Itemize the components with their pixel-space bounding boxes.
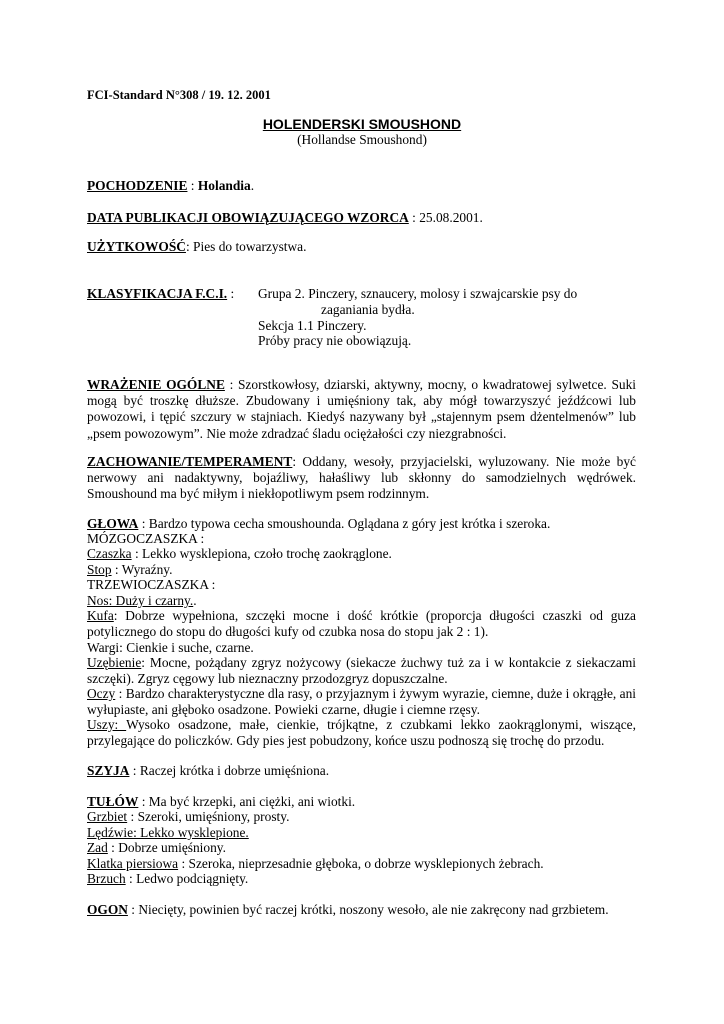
- classification-work-trial: Próby pracy nie obowiązują.: [258, 333, 412, 348]
- classification-group-cont: zaganiania bydła.: [321, 302, 415, 317]
- teeth-label: Uzębienie: [87, 655, 142, 670]
- classification-label-line: KLASYFIKACJA F.C.I. :: [87, 286, 235, 301]
- skull-label: Czaszka: [87, 546, 132, 561]
- utility-label: UŻYTKOWOŚĆ: [87, 239, 186, 254]
- chest-line: Klatka piersiowa : Szeroka, nieprzesadnie głęboka, o dobrze wysklepionych żebrach.: [87, 856, 544, 871]
- cranial-region-heading: MÓZGOCZASZKA :: [87, 531, 205, 546]
- eyes-label: Oczy: [87, 686, 116, 701]
- ears-label: Uszy:: [87, 717, 127, 732]
- skull-line: Czaszka : Lekko wysklepiona, czoło trochę zaokrąglone.: [87, 546, 392, 561]
- body-line: TUŁÓW : Ma być krzepki, ani ciężki, ani wiotki.: [87, 794, 356, 809]
- tail-label: OGON: [87, 902, 128, 917]
- classification-group: Grupa 2. Pinczery, sznaucery, molosy i szwajcarskie psy do: [258, 286, 578, 301]
- origin-line: POCHODZENIE : Holandia.: [87, 178, 255, 193]
- belly-line: Brzuch : Ledwo podciągnięty.: [87, 871, 249, 886]
- classification-section: Sekcja 1.1 Pinczery.: [258, 318, 367, 333]
- teeth-paragraph: Uzębienie: Mocne, pożądany zgryz nożycowy (siekacze żuchwy tuż za i w kontakcie z siekaczami szczęki). Zgryz cęgowy lub nieznaczny przodozgryz dopuszczalne.: [87, 655, 636, 687]
- general-appearance-paragraph: WRAŻENIE OGÓLNE : Szorstkowłosy, dziarski, aktywny, mocny, o kwadratowej sylwetce. Suki mogą być troszkę dłuższe. Zbudowany i umięśniony tak, aby mógł towarzyszyć jeźdźcowi lub powozowi, i tępić szczury w stajniach. Kiedyś nazywany był „stajennym psem dżentelmenów” lub „psem powozowym”. Nie może zdradzać śladu ociężałości czy niezgrabności.: [87, 377, 636, 441]
- stop-line: Stop : Wyraźny.: [87, 562, 173, 577]
- croup-line: Zad : Dobrze umięśniony.: [87, 840, 226, 855]
- belly-label: Brzuch: [87, 871, 126, 886]
- ears-paragraph: Uszy: Wysoko osadzone, małe, cienkie, trójkątne, z czubkami lekko zaokrąglonymi, wiszące, przylegające do policzków. Gdy pies jest pobudzony, końce uszu podnoszą się trochę do przodu.: [87, 717, 636, 749]
- behaviour-paragraph: ZACHOWANIE/TEMPERAMENT: Oddany, wesoły, przyjacielski, wyluzowany. Nie może być nerwowy ani nadaktywny, bojaźliwy, hałaśliwy lub skłonny do samodzielnych wędrówek. Smoushound ma być miłym i niekłopotliwym psem rodzinnym.: [87, 454, 636, 502]
- neck-line: SZYJA : Raczej krótka i dobrze umięśniona.: [87, 763, 330, 778]
- nose-label: Nos: Duży i czarny.: [87, 593, 194, 608]
- croup-label: Zad: [87, 840, 108, 855]
- neck-label: SZYJA: [87, 763, 130, 778]
- head-line: GŁOWA : Bardzo typowa cecha smoushounda. Oglądana z góry jest krótka i szeroka.: [87, 516, 551, 531]
- utility-line: [87, 239, 306, 255]
- origin-label: POCHODZENIE: [87, 178, 188, 193]
- utility-value: : Pies do towarzystwa.: [185, 239, 307, 254]
- publication-date: 25.08.2001.: [419, 210, 483, 225]
- behaviour-label: ZACHOWANIE/TEMPERAMENT: [87, 454, 293, 469]
- breed-subtitle: (Hollandse Smoushond): [297, 132, 427, 147]
- back-label: Grzbiet: [87, 809, 128, 824]
- tail-line: OGON : Niecięty, powinien być raczej krótki, noszony wesoło, ale nie zakręcony nad grzbietem.: [87, 902, 609, 917]
- body-label: TUŁÓW: [87, 794, 139, 809]
- general-appearance-label: WRAŻENIE OGÓLNE: [87, 377, 225, 392]
- publication-line: DATA PUBLIKACJI OBOWIĄZUJĄCEGO WZORCA : 25.08.2001.: [87, 210, 483, 225]
- breed-title: HOLENDERSKI SMOUSHOND: [262, 116, 462, 132]
- head-label: GŁOWA: [87, 516, 139, 531]
- classification-label: KLASYFIKACJA F.C.I.: [87, 286, 228, 301]
- back-line: Grzbiet : Szeroki, umięśniony, prosty.: [87, 809, 290, 824]
- facial-region-heading: TRZEWIOCZASZKA :: [87, 577, 216, 592]
- chest-label: Klatka piersiowa: [87, 856, 179, 871]
- lips-line: Wargi: Cienkie i suche, czarne.: [87, 640, 254, 655]
- stop-label: Stop: [87, 562, 112, 577]
- muzzle-label: Kufa: [87, 608, 114, 623]
- standard-header: FCI-Standard N°308 / 19. 12. 2001: [87, 88, 271, 102]
- muzzle-paragraph: Kufa: Dobrze wypełniona, szczęki mocne i dość krótkie (proporcja długości czaszki od guza potylicznego do stopu do długości kufy od czubka nosa do stopu jak 2 : 1).: [87, 608, 636, 640]
- eyes-paragraph: Oczy : Bardzo charakterystyczne dla rasy, o przyjaznym i żywym wyrazie, ciemne, duże i okrągłe, ani wyłupiaste, ani głęboko osadzone. Powieki czarne, długie i ciemne rzęsy.: [87, 686, 636, 718]
- loin-line: Lędźwie: Lekko wysklepione.: [87, 825, 249, 840]
- publication-label: DATA PUBLIKACJI OBOWIĄZUJĄCEGO WZORCA: [87, 210, 409, 225]
- nose-line: Nos: Duży i czarny..: [87, 593, 197, 608]
- origin-value: Holandia: [197, 178, 251, 193]
